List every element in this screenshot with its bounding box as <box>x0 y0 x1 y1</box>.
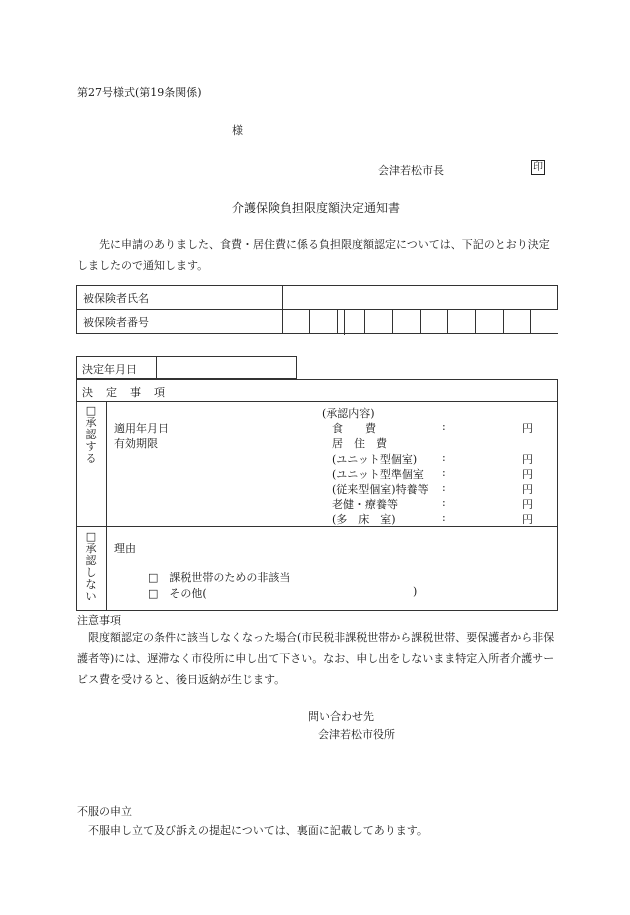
approve-option[interactable]: □承認する <box>85 404 97 465</box>
number-digit-cell[interactable] <box>393 310 421 334</box>
notes-body: 限度額認定の条件に該当しなくなった場合(市民税非課税世帯から課税世帯、要保護者から非保護者等)には、遅滞なく市役所に申し出て下さい。なお、申し出をしないまま特定入所者介護サービス費を受けると、後日返納が生じます。 <box>77 631 555 686</box>
content-row-label: (従来型個室)特養等 <box>332 483 429 496</box>
reason-other-close: ) <box>413 585 418 598</box>
content-row-colon: : <box>442 420 446 433</box>
content-row-unit: 円 <box>522 483 533 496</box>
number-digit-cell[interactable] <box>475 310 503 334</box>
contact-org: 会津若松市役所 <box>318 728 395 741</box>
content-row-label: 居 住 費 <box>332 437 387 450</box>
decision-date-divider <box>156 356 157 379</box>
number-digit-cell[interactable] <box>531 310 558 334</box>
contact-title: 問い合わせ先 <box>308 710 374 723</box>
content-row-unit: 円 <box>522 498 533 511</box>
content-row-colon: : <box>442 451 446 464</box>
content-row-label: (ユニット型準個室 <box>332 468 424 481</box>
approval-content-header: (承認内容) <box>322 407 375 420</box>
expiry-label: 有効期限 <box>114 437 158 450</box>
intro-paragraph: 先に申請のありました、食費・居住費に係る負担限度額認定については、下記のとおり決定しましたので通知します。 <box>77 238 550 272</box>
number-digit-cell[interactable] <box>448 310 476 334</box>
notes-title: 注意事項 <box>77 614 121 627</box>
decision-date-field[interactable] <box>160 358 294 377</box>
number-digit-cell[interactable] <box>282 310 310 334</box>
content-row-label: 食 費 <box>332 422 376 435</box>
seal-mark: 印 <box>533 162 543 173</box>
insured-number-label: 被保険者番号 <box>77 310 283 334</box>
decision-header-line <box>76 401 558 402</box>
decision-date-label: 決定年月日 <box>82 363 137 376</box>
issuer: 会津若松市長 <box>378 164 444 177</box>
number-digit-cell[interactable] <box>310 310 338 334</box>
reason-option-taxable[interactable]: □ 課税世帯のための非該当 <box>148 571 291 584</box>
number-digit-cell[interactable] <box>503 310 531 334</box>
content-row-colon: : <box>442 511 446 524</box>
content-row-label: (ユニット型個室) <box>332 453 418 466</box>
content-row-unit: 円 <box>522 453 533 466</box>
reason-option-other[interactable]: □ その他( <box>148 587 207 600</box>
approve-deny-divider <box>76 526 558 527</box>
content-row-colon: : <box>442 481 446 494</box>
decision-items-label: 決 定 事 項 <box>82 386 166 399</box>
insured-name-label: 被保険者氏名 <box>77 286 283 310</box>
content-row-unit: 円 <box>522 468 533 481</box>
insured-name-cell[interactable] <box>282 286 557 310</box>
content-row-colon: : <box>442 466 446 479</box>
decision-left-divider <box>106 401 107 611</box>
content-row-colon: : <box>442 496 446 509</box>
number-digit-cell[interactable] <box>337 310 365 334</box>
insured-table <box>76 285 558 334</box>
apply-date-label: 適用年月日 <box>114 422 169 435</box>
appeal-body: 不服申し立て及び訴えの提起については、裏面に記載してあります。 <box>88 824 428 837</box>
deny-option[interactable]: □承認しない <box>85 530 97 603</box>
form-number: 第27号様式(第19条関係) <box>77 86 202 99</box>
content-row-label: 老健・療養等 <box>332 498 398 511</box>
content-row-unit: 円 <box>522 513 533 526</box>
appeal-title: 不服の申立 <box>77 805 132 818</box>
deny-reason-label: 理由 <box>114 542 136 555</box>
number-digit-cell[interactable] <box>365 310 393 334</box>
content-row-unit: 円 <box>522 422 533 435</box>
digit-end-line <box>344 310 345 335</box>
number-digit-cell[interactable] <box>420 310 448 334</box>
content-row-label: (多 床 室) <box>332 513 396 526</box>
addressee-suffix: 様 <box>232 124 243 137</box>
document-title: 介護保険負担限度額決定通知書 <box>232 201 401 215</box>
